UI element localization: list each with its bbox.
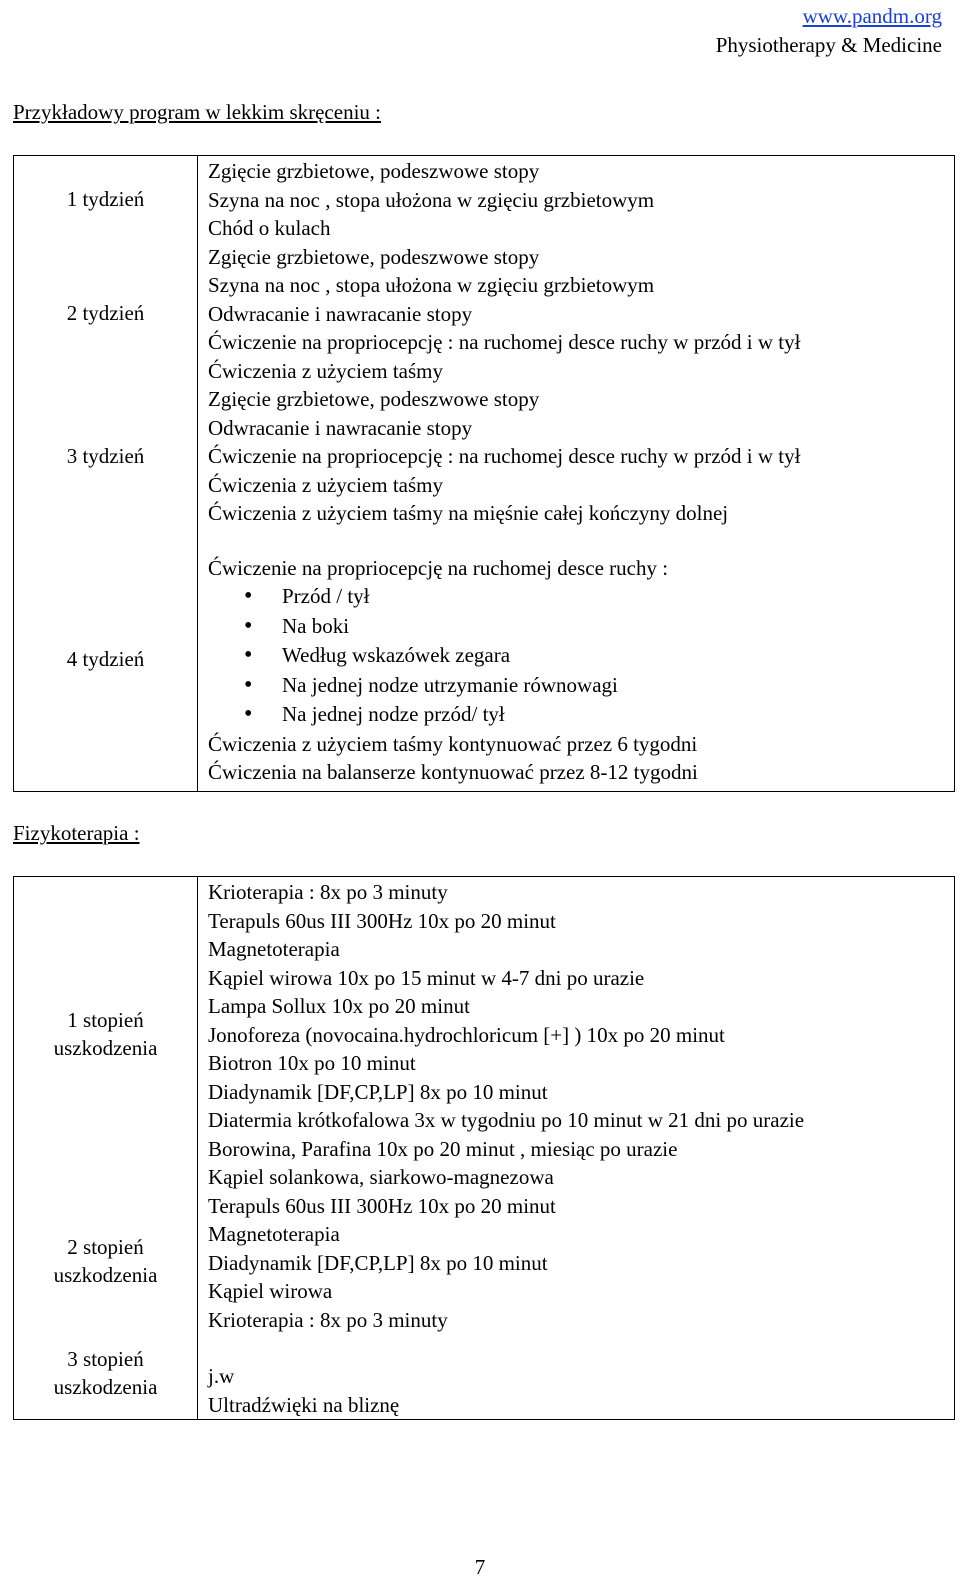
degree-3-label-line1: 3 stopień xyxy=(67,1347,144,1371)
degree-1-line: Lampa Sollux 10x po 20 minut xyxy=(208,994,470,1018)
week-1-line: Zgięcie grzbietowe, podeszwowe stopy xyxy=(208,159,540,183)
degree-1-line: Biotron 10x po 10 minut xyxy=(208,1051,416,1075)
week-2-line: Zgięcie grzbietowe, podeszwowe stopy xyxy=(208,244,540,269)
degree-3-content xyxy=(208,1334,954,1419)
degree-2-content xyxy=(208,1192,954,1335)
page-header xyxy=(716,2,942,60)
week-4-label: 4 tydzień xyxy=(66,646,145,671)
week-2-cell xyxy=(14,241,197,384)
list-item: • Na jednej nodze utrzymanie równowagi xyxy=(208,671,954,701)
exercise-program-table xyxy=(13,155,955,792)
week-3-line: Odwracanie i nawracanie stopy xyxy=(208,415,473,440)
degree-2-label-line1: 2 stopień xyxy=(67,1235,144,1259)
degree-1-line: Diadynamik [DF,CP,LP] 8x po 10 minut xyxy=(208,1079,548,1104)
degree-1-line: Terapuls 60us III 300Hz 10x po 20 minut xyxy=(208,908,556,933)
degree-1-line: Diatermia krótkofalowa 3x w tygodniu po 10 minut w 21 dni po urazie xyxy=(208,1108,805,1132)
list-item: • Według wskazówek zegara xyxy=(208,641,954,671)
degree-2-line: Krioterapia : 8x po 3 minuty xyxy=(208,1307,448,1332)
week-2-line: Ćwiczenia z użyciem taśmy xyxy=(208,358,443,383)
degree-2-line: Kąpiel wirowa xyxy=(208,1279,333,1303)
week-2-label: 2 tydzień xyxy=(66,300,145,325)
week-1-label: 1 tydzień xyxy=(66,186,145,211)
week-4-intro: Ćwiczenie na propriocepcję na ruchomej desce ruchy : xyxy=(208,555,669,580)
degree-1-line: Borowina, Parafina 10x po 20 minut , miesiąc po urazie xyxy=(208,1136,678,1161)
week-2-line: Ćwiczenie na propriocepcję : na ruchomej desce ruchy w przód i w tył xyxy=(208,330,801,354)
week-3-line: Zgięcie grzbietowe, podeszwowe stopy xyxy=(208,387,540,411)
degree-1-line: Kąpiel wirowa 10x po 15 minut w 4-7 dni po urazie xyxy=(208,965,645,990)
week-2-line: Szyna na noc , stopa ułożona w zgięciu grzbietowym xyxy=(208,273,655,297)
week-3-line: Ćwiczenie na propriocepcję : na ruchomej desce ruchy w przód i w tył xyxy=(208,444,801,468)
week-1-line: Chód o kulach xyxy=(208,216,331,240)
degree-3-label-line2: uszkodzenia xyxy=(53,1375,158,1399)
site-subtitle: Physiotherapy & Medicine xyxy=(715,33,942,57)
degree-1-line: Magnetoterapia xyxy=(208,937,340,961)
program-heading: Przykładowy program w lekkim skręceniu : xyxy=(13,100,381,124)
list-item: • Na jednej nodze przód/ tył xyxy=(208,700,954,730)
degree-2-line: Magnetoterapia xyxy=(208,1222,340,1246)
week-3-label: 3 tydzień xyxy=(66,443,145,468)
degree-content-column xyxy=(198,877,955,1420)
week-1-line: Szyna na noc , stopa ułożona w zgięciu grzbietowym xyxy=(208,187,655,212)
week-4-cell xyxy=(14,527,197,790)
degree-1-cell xyxy=(14,877,197,1190)
degree-1-label-line2: uszkodzenia xyxy=(53,1035,158,1060)
week-4-content xyxy=(208,528,954,791)
week-4-outro: Ćwiczenia na balanserze kontynuować przez 8-12 tygodni xyxy=(208,760,698,784)
week-3-content xyxy=(208,385,954,528)
week-labels-column xyxy=(14,156,198,792)
degree-2-label xyxy=(14,1233,197,1289)
week-content-column xyxy=(198,156,955,792)
week-2-line: Odwracanie i nawracanie stopy xyxy=(208,301,473,326)
degree-2-cell xyxy=(14,1190,197,1332)
page-number: 7 xyxy=(474,1555,486,1579)
degree-1-label-line1: 1 stopień xyxy=(67,1007,144,1032)
site-link[interactable]: www.pandm.org xyxy=(802,4,942,28)
degree-2-line: Terapuls 60us III 300Hz 10x po 20 minut xyxy=(208,1193,556,1218)
physiotherapy-table xyxy=(13,876,955,1420)
degree-2-label-line2: uszkodzenia xyxy=(53,1263,158,1287)
degree-1-content xyxy=(208,878,954,1192)
degree-3-line: Ultradźwięki na bliznę xyxy=(208,1392,400,1417)
degree-1-line: Krioterapia : 8x po 3 minuty xyxy=(208,880,448,904)
degree-1-line: Kąpiel solankowa, siarkowo-magnezowa xyxy=(208,1165,554,1189)
week-1-content xyxy=(208,157,954,243)
week-3-line: Ćwiczenia z użyciem taśmy xyxy=(208,472,443,497)
week-1-cell xyxy=(14,156,197,241)
week-3-cell xyxy=(14,384,197,527)
list-item: • Przód / tył xyxy=(208,582,954,612)
list-item: • Na boki xyxy=(208,612,954,642)
physio-heading: Fizykoterapia : xyxy=(13,821,140,845)
degree-labels-column xyxy=(14,877,198,1420)
degree-1-label xyxy=(14,1006,197,1062)
week-4-bullet-list xyxy=(208,582,954,730)
degree-3-label xyxy=(14,1345,197,1401)
degree-2-line: Diadynamik [DF,CP,LP] 8x po 10 minut xyxy=(208,1250,548,1275)
week-4-outro: Ćwiczenia z użyciem taśmy kontynuować przez 6 tygodni xyxy=(208,731,698,756)
degree-3-line: j.w xyxy=(208,1364,235,1388)
week-3-line: Ćwiczenia z użyciem taśmy na mięśnie całej kończyny dolnej xyxy=(208,501,729,525)
degree-3-cell xyxy=(14,1332,197,1414)
degree-1-line: Jonoforeza (novocaina.hydrochloricum [+] ) 10x po 20 minut xyxy=(208,1022,725,1047)
week-2-content xyxy=(208,243,954,386)
